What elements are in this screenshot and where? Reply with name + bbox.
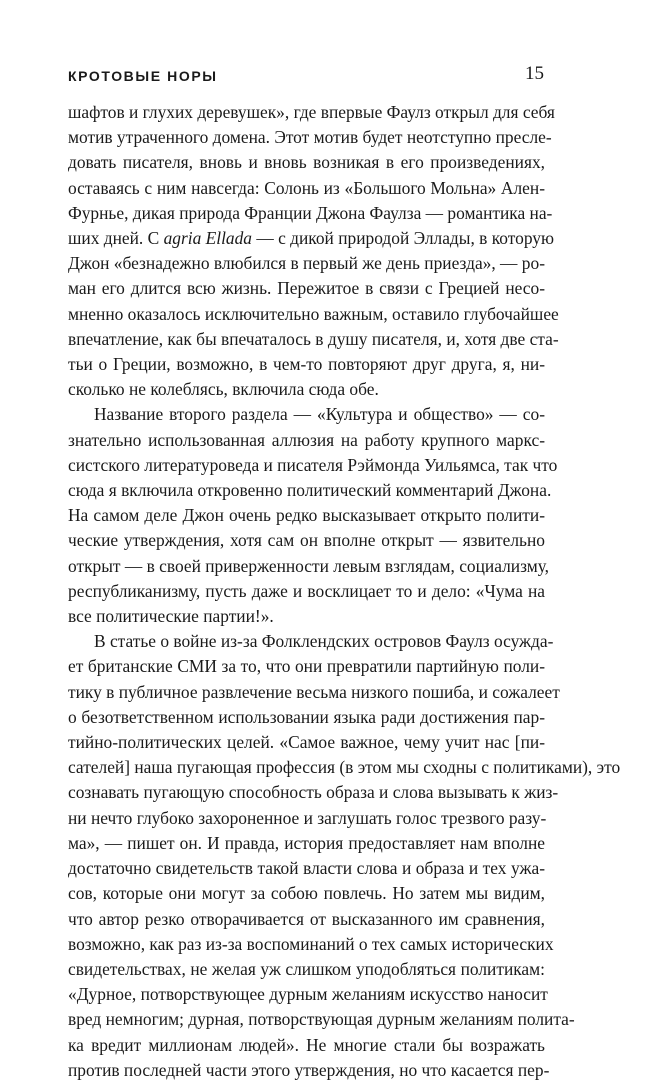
text-line: о безответственном использовании языка ради достижения пар- bbox=[68, 706, 545, 727]
text-line: «Дурное, потворствующее дурным желаниям искусство наносит bbox=[68, 984, 548, 1005]
text-line: сюда я включила откровенно политический комментарий Джона. bbox=[68, 480, 552, 501]
text-line: открыт — в своей приверженности левым взглядам, социализму, bbox=[68, 555, 550, 576]
text-line: ма», — пишет он. И правда, история предоставляет нам вполне bbox=[68, 832, 545, 853]
text-line: вред немногим; дурная, потворствующая дурным желаниям полита- bbox=[68, 1009, 575, 1030]
text-line: ка вредит миллионам людей». Не многие стали бы возражать bbox=[68, 1034, 545, 1055]
text-line: свидетельствах, не желая уж слишком уподобляться политикам: bbox=[68, 958, 545, 979]
text-line: тику в публичное развлечение весьма низкого пошиба, и сожалеет bbox=[68, 681, 560, 702]
text-line: довать писателя, вновь и вновь возникая в его произведениях, bbox=[68, 152, 545, 173]
text-line: мненно оказалось исключительно важным, оставило глубочайшее bbox=[68, 303, 559, 324]
text-line: ман его длится всю жизнь. Пережитое в связи с Грецией несо- bbox=[68, 278, 545, 299]
text-line: В статье о войне из-за Фолклендских островов Фаулз осужда- bbox=[94, 631, 554, 652]
text-line: впечатление, как бы впечаталось в душу писателя, и, хотя две ста- bbox=[68, 328, 559, 349]
text-line: сов, которые они могут за собою повлечь. Но затем мы видим, bbox=[68, 883, 545, 904]
text-line: достаточно свидетельств такой власти слова и образа и тех ужа- bbox=[68, 858, 545, 879]
paragraph bbox=[68, 100, 559, 402]
text-line: ни нечто глубоко захороненное и заглушать голос трезвого разу- bbox=[68, 807, 547, 828]
text-line: мотив утраченного домена. Этот мотив будет неотступно пресле- bbox=[68, 127, 552, 148]
text-line: против последней части этого утверждения, но что касается пер- bbox=[68, 1059, 550, 1080]
text-line: знательно использованная аллюзия на работу крупного маркс- bbox=[68, 429, 545, 450]
text-line: сателей] наша пугающая профессия (в этом мы сходны с политиками), это bbox=[68, 757, 621, 778]
text-line: систского литературоведа и писателя Рэймонда Уильямса, так что bbox=[68, 454, 558, 475]
text-line: ческие утверждения, хотя сам он вполне открыт — язвительно bbox=[68, 530, 545, 551]
text-line: сознавать пугающую способность образа и слова вызывать к жиз- bbox=[68, 782, 559, 803]
text-line: На самом деле Джон очень редко высказывает открыто полити- bbox=[68, 505, 545, 526]
text-line: что автор резко отворачивается от высказанного им сравнения, bbox=[68, 908, 545, 929]
body-text bbox=[68, 100, 621, 1083]
text-line: Джон «безнадежно влюбился в первый же день приезда», — ро- bbox=[68, 253, 545, 274]
page-number: 15 bbox=[525, 63, 544, 84]
text-line: тьи о Греции, возможно, в чем-то повторяют друг друга, я, ни- bbox=[68, 354, 545, 375]
running-head: КРОТОВЫЕ НОРЫ bbox=[68, 68, 218, 84]
text-line: все политические партии!». bbox=[68, 606, 274, 627]
paragraph bbox=[68, 402, 558, 629]
text-line: ших дней. С agria Ellada — с дикой природой Эллады, в которую bbox=[68, 228, 554, 249]
text-line: оставаясь с ним навсегда: Солонь из «Большого Мольна» Ален- bbox=[68, 177, 545, 198]
paragraph bbox=[68, 629, 621, 1083]
text-line: Фурнье, дикая природа Франции Джона Фаулза — романтика на- bbox=[68, 202, 553, 223]
text-line: возможно, как раз из-за воспоминаний о тех самых исторических bbox=[68, 933, 554, 954]
text-line: сколько не колеблясь, включила сюда обе. bbox=[68, 379, 379, 400]
text-line: тийно-политических целей. «Самое важное, чему учит нас [пи- bbox=[68, 732, 545, 753]
text-line: ет британские СМИ за то, что они превратили партийную поли- bbox=[68, 656, 545, 677]
text-line: Название второго раздела — «Культура и общество» — со- bbox=[94, 404, 545, 425]
text-line: республиканизму, пусть даже и восклицает то и дело: «Чума на bbox=[68, 580, 545, 601]
text-line: шафтов и глухих деревушек», где впервые Фаулз открыл для себя bbox=[68, 102, 555, 122]
